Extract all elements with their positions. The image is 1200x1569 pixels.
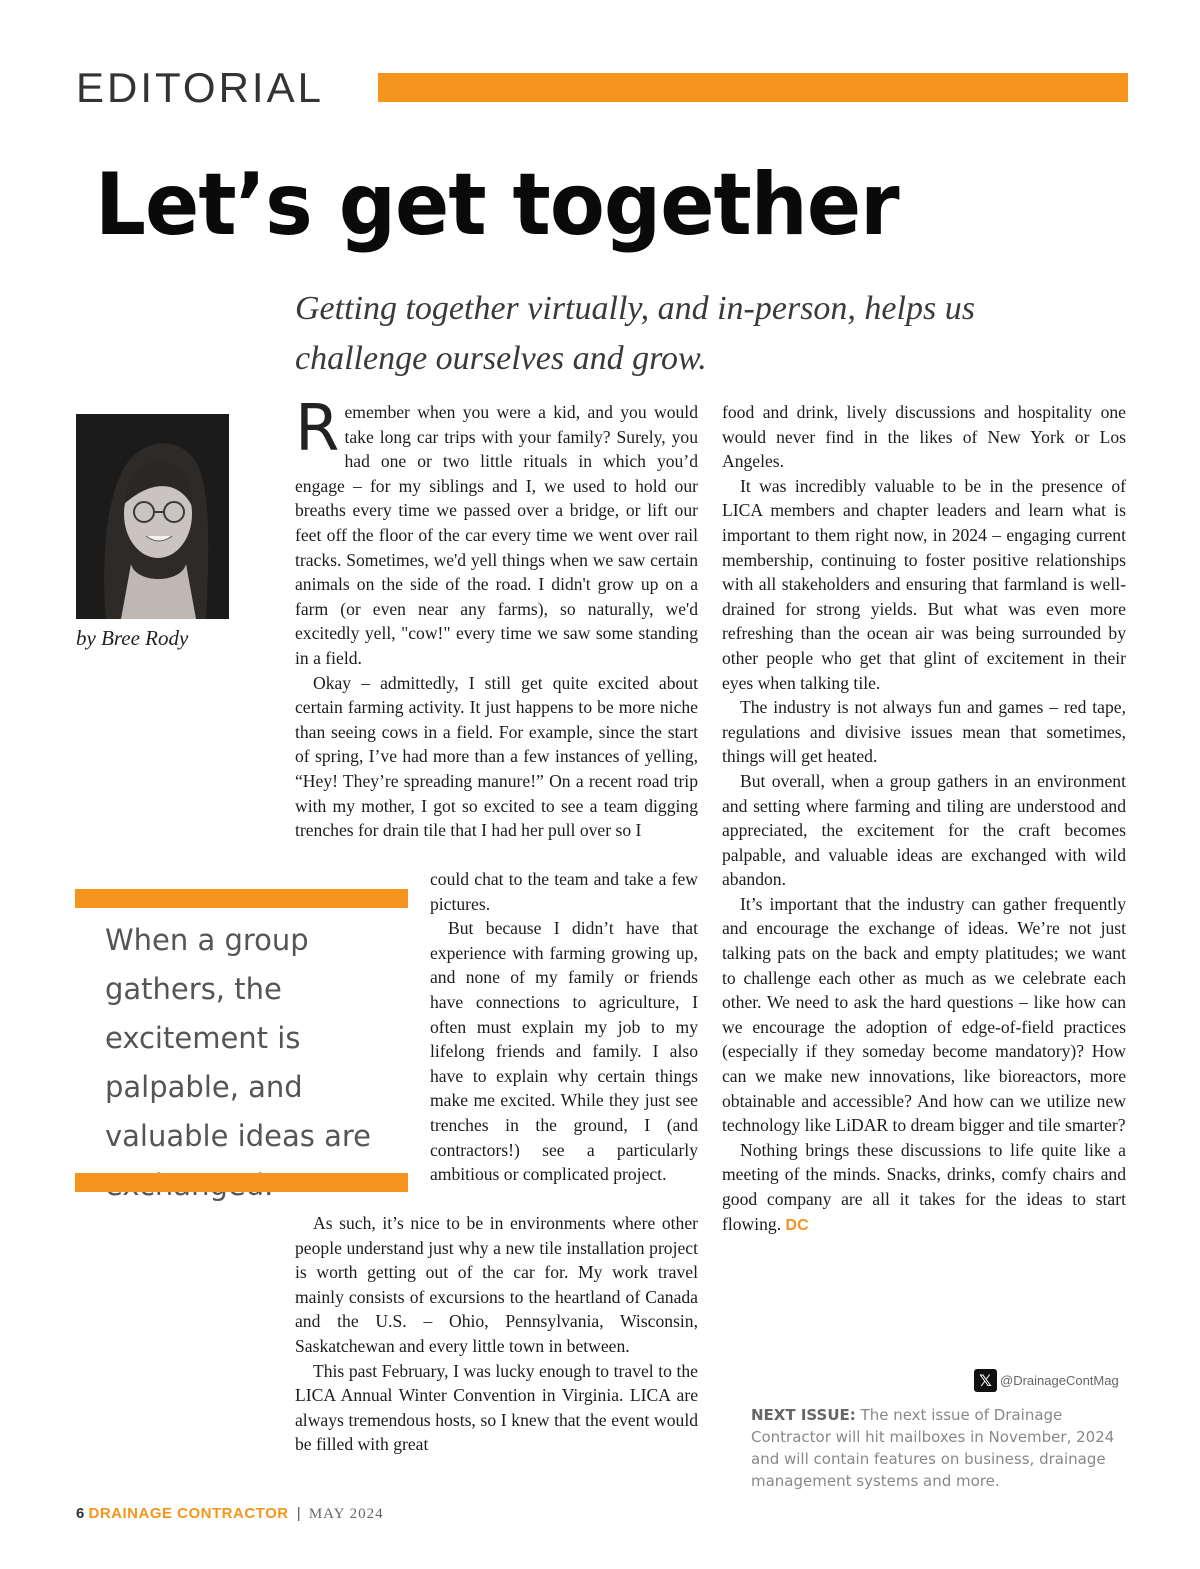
section-label: EDITORIAL — [76, 64, 324, 111]
end-mark: DC — [785, 1216, 809, 1234]
pull-quote: When a group gathers, the excitement is palpable, and valuable ideas are — [105, 923, 371, 1153]
paragraph: food and drink, lively discussions and hospitality one would never find in the likes of New York or Los Angeles. — [722, 402, 1126, 472]
paragraph: It’s important that the industry can gather frequently and encourage the exchange of ideas. We’re not just talking pats on the back and empty platitudes; we want to challenge each other as much as we celebrate each other. We need to ask the hard questions – like how can we encourage the adoption of edge-of-field practices (especially if they someday become mandatory)? How can we make new innovations, like bioreactors, more obtainable and accessible? And how can we utilize new technology like LiDAR to dream bigger and tile smarter? — [722, 893, 1126, 1136]
paragraph: It was incredibly valuable to be in the presence of LICA members and chapter leaders and learn what is important to them right now, in 2024 – engaging current membership, continuing to foster positive relationships with all stakeholders and ensuring that farmland is well-drained for strong yields. But what was even more refreshing than the ocean air was being surrounded by other people who get that glint of excitement in their eyes when talking tile. — [722, 475, 1126, 693]
footer-separator: | — [296, 1505, 301, 1522]
social-handle-text: @DrainageContMag — [1000, 1373, 1119, 1388]
issue-date: MAY 2024 — [308, 1506, 384, 1522]
magazine-name: DRAINAGE CONTRACTOR — [88, 1505, 289, 1522]
x-logo-icon: 𝕏 — [974, 1369, 997, 1392]
paragraph: could chat to the team and take a few pictures. — [430, 869, 698, 914]
paragraph: As such, it’s nice to be in environments where other people understand just why a new tile installation project is worth getting out of the car for. My work travel mainly consists of excursions to the heartland of Canada and the U.S. – Ohio, Pennsylvania, Wisconsin, Saskatchewan and every little town in between. — [295, 1213, 698, 1356]
paragraph — [295, 392, 698, 671]
next-issue-text: The next issue of Drainage Contractor will hit mailboxes in November, 2024 and will contain features on business, drainage management systems and more. — [751, 1406, 1115, 1490]
page-footer — [76, 1505, 384, 1523]
paragraph: This past February, I was lucky enough to travel to the LICA Annual Winter Convention in Virginia. LICA are always tremendous hosts, so I knew that the event would be filled with great — [295, 1360, 698, 1455]
social-handle[interactable] — [974, 1369, 1119, 1392]
body-column-1-top — [295, 392, 698, 843]
paragraph: But because I didn’t have that experience with farming growing up, and none of my family or friends have connections to agriculture, I often must explain my job to my lifelong friends and family. I also have to explain why certain things make me excited. While they just see trenches in the ground, I (and contractors!) see a particularly ambitious or complicated project. — [430, 918, 698, 1185]
page-number: 6 — [76, 1505, 85, 1522]
author-portrait-image — [76, 414, 229, 619]
article-subtitle: Getting together virtually, and in-person, helps us challenge ourselves and grow. — [295, 290, 975, 377]
paragraph: The industry is not always fun and games – red tape, regulations and divisive issues mean that sometimes, things will get heated. — [722, 697, 1126, 767]
body-column-1-bottom — [295, 1211, 698, 1457]
paragraph-text: Nothing brings these discussions to life quite like a meeting of the minds. Snacks, drinks, comfy chairs and good company are all it takes for the ideas to start flowing. — [722, 1139, 1126, 1234]
section-accent-bar — [378, 73, 1128, 102]
paragraph — [722, 1138, 1126, 1238]
byline: by Bree Rody — [76, 626, 189, 650]
pull-quote-bottom-bar — [75, 1173, 408, 1192]
paragraph: But overall, when a group gathers in an environment and setting where farming and tiling are understood and appreciated, the excitement for the craft becomes palpable, and valuable ideas are exchanged with wild abandon. — [722, 770, 1126, 890]
author-photo — [76, 414, 229, 619]
next-issue-box — [751, 1404, 1116, 1492]
body-column-2 — [722, 400, 1126, 1238]
pull-quote-top-bar — [75, 889, 408, 908]
article-title: Let’s get together — [95, 155, 899, 255]
paragraph: Okay – admittedly, I still get quite excited about certain farming activity. It just happens to be more niche than seeing cows in a field. For example, since the start of spring, I’ve had more than a few instances of yelling, “Hey! They’re spreading manure!” On a recent road trip with my mother, I got so excited to see a team digging trenches for drain tile that I had her pull over so I — [295, 672, 698, 841]
drop-cap: R — [295, 392, 340, 466]
body-column-1-middle — [430, 867, 698, 1187]
paragraph-text: emember when you were a kid, and you would take long car trips with your family? Surely, you had one or two little rituals in which you’d engage – for my siblings and I, we used to hold our breaths every time we passed over a bridge, or lift our feet off the floor of the car every time we went over rail tracks. Sometimes, we'd yell things when we saw certain animals on the side of the road. I didn't grow up on a farm (or even near any farms), so naturally, we'd excitedly yell, "cow!" every time we saw some standing in a field. — [295, 402, 698, 668]
next-issue-label: NEXT ISSUE: — [751, 1406, 856, 1424]
